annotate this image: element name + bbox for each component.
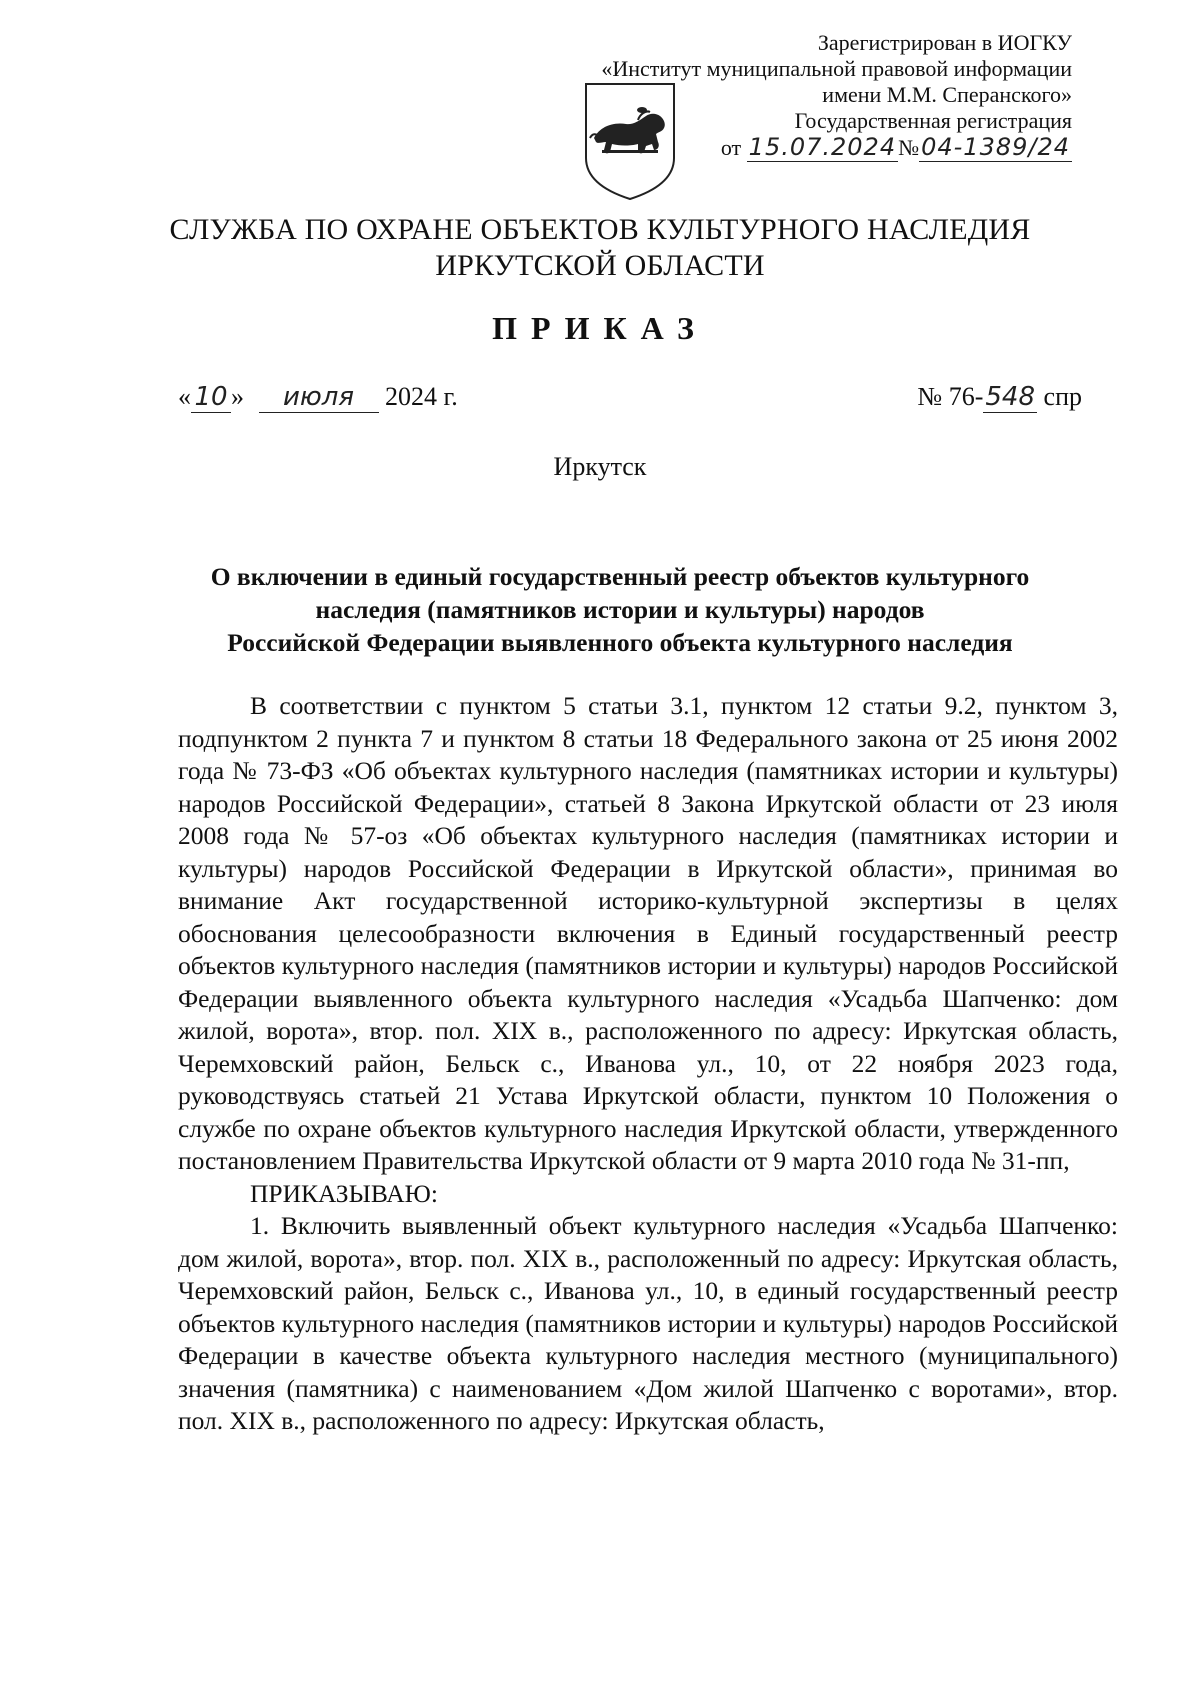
registration-line-4: Государственная регистрация (794, 108, 1072, 133)
number-prefix: № 76- (917, 382, 984, 411)
date-month: июля (259, 382, 379, 413)
number-suffix: спр (1043, 382, 1082, 411)
registration-from-label: от (720, 135, 742, 160)
registration-number: 04-1389/24 (921, 133, 1070, 161)
subject-line-1: О включении в единый государственный реестр объектов культурного (210, 562, 1030, 591)
order-item-1: 1. Включить выявленный объект культурного наследия «Усадьба Шапченко: дом жилой, ворота», втор. пол. XIX в., расположенный по адресу: Иркутская область, Черемховский район, Бельск с., Иванова ул., 10, в единый государственный реестр объектов культурного наследия (памятников истории и культуры) народов Российской Федерации в качестве объекта культурного наследия местного (муниципального) значения (памятника) с наименованием «Дом жилой Шапченко с воротами», втор. пол. XIX в., расположенного по адресу: Иркутская область, (178, 1211, 1118, 1435)
registration-line-1: Зарегистрирован в ИОГКУ (817, 30, 1072, 55)
date-day: 10 (191, 382, 231, 413)
registration-number-label: № (898, 135, 920, 160)
date-close-quote: » (231, 382, 244, 411)
order-subject (140, 560, 1100, 659)
order-number (917, 382, 1082, 412)
irkutsk-coat-of-arms-icon (580, 80, 680, 202)
registration-line-2: «Институт муниципальной правовой информации (601, 56, 1072, 81)
subject-line-2: наследия (памятников истории и культуры) народов (315, 595, 925, 624)
agency-name (0, 212, 1200, 284)
city: Иркутск (553, 452, 647, 481)
order-title: ПРИКАЗ (492, 310, 708, 346)
date-open-quote: « (178, 382, 191, 411)
registration-line-3: имени М.М. Сперанского» (822, 82, 1072, 107)
preamble-paragraph: В соответствии с пунктом 5 статьи 3.1, пунктом 12 статьи 9.2, пунктом 3, подпунктом 2 пункта 7 и пунктом 8 статьи 18 Федерального закона от 25 июня 2002 года № 73-ФЗ «Об объектах культурного наследия (памятниках истории и культуры) народов Российской Федерации», статьей 8 Закона Иркутской области от 23 июля 2008 года № 57-оз «Об объектах культурного наследия (памятниках истории и культуры) народов Российской Федерации в Иркутской области», принимая во внимание Акт государственной историко-культурной экспертизы в целях обоснования целесообразности включения в Единый государственный реестр объектов культурного наследия (памятников истории и культуры) народов Российской Федерации выявленного объекта культурного наследия «Усадьба Шапченко: дом жилой, ворота», втор. пол. XIX в., расположенного по адресу: Иркутская область, Черемховский район, Бельск с., Иванова ул., 10, от 22 ноября 2023 года, руководствуясь статьей 21 Устава Иркутской области, пунктом 10 Положения о службе по охране объектов культурного наследия Иркутской области, утвержденного постановлением Правительства Иркутской области от 9 марта 2010 года № 31-пп, (178, 691, 1118, 1175)
order-body (178, 690, 1118, 1438)
order-date (178, 382, 458, 413)
agency-line-2: ИРКУТСКОЙ ОБЛАСТИ (435, 249, 765, 282)
date-year: 2024 г. (385, 382, 458, 411)
command-word: ПРИКАЗЫВАЮ: (250, 1178, 438, 1208)
registration-date: 15.07.2024 (748, 133, 897, 161)
number-handwritten: 548 (985, 382, 1036, 412)
agency-line-1: СЛУЖБА ПО ОХРАНЕ ОБЪЕКТОВ КУЛЬТУРНОГО НАСЛЕДИЯ (169, 213, 1031, 246)
subject-line-3: Российской Федерации выявленного объекта культурного наследия (227, 628, 1013, 657)
